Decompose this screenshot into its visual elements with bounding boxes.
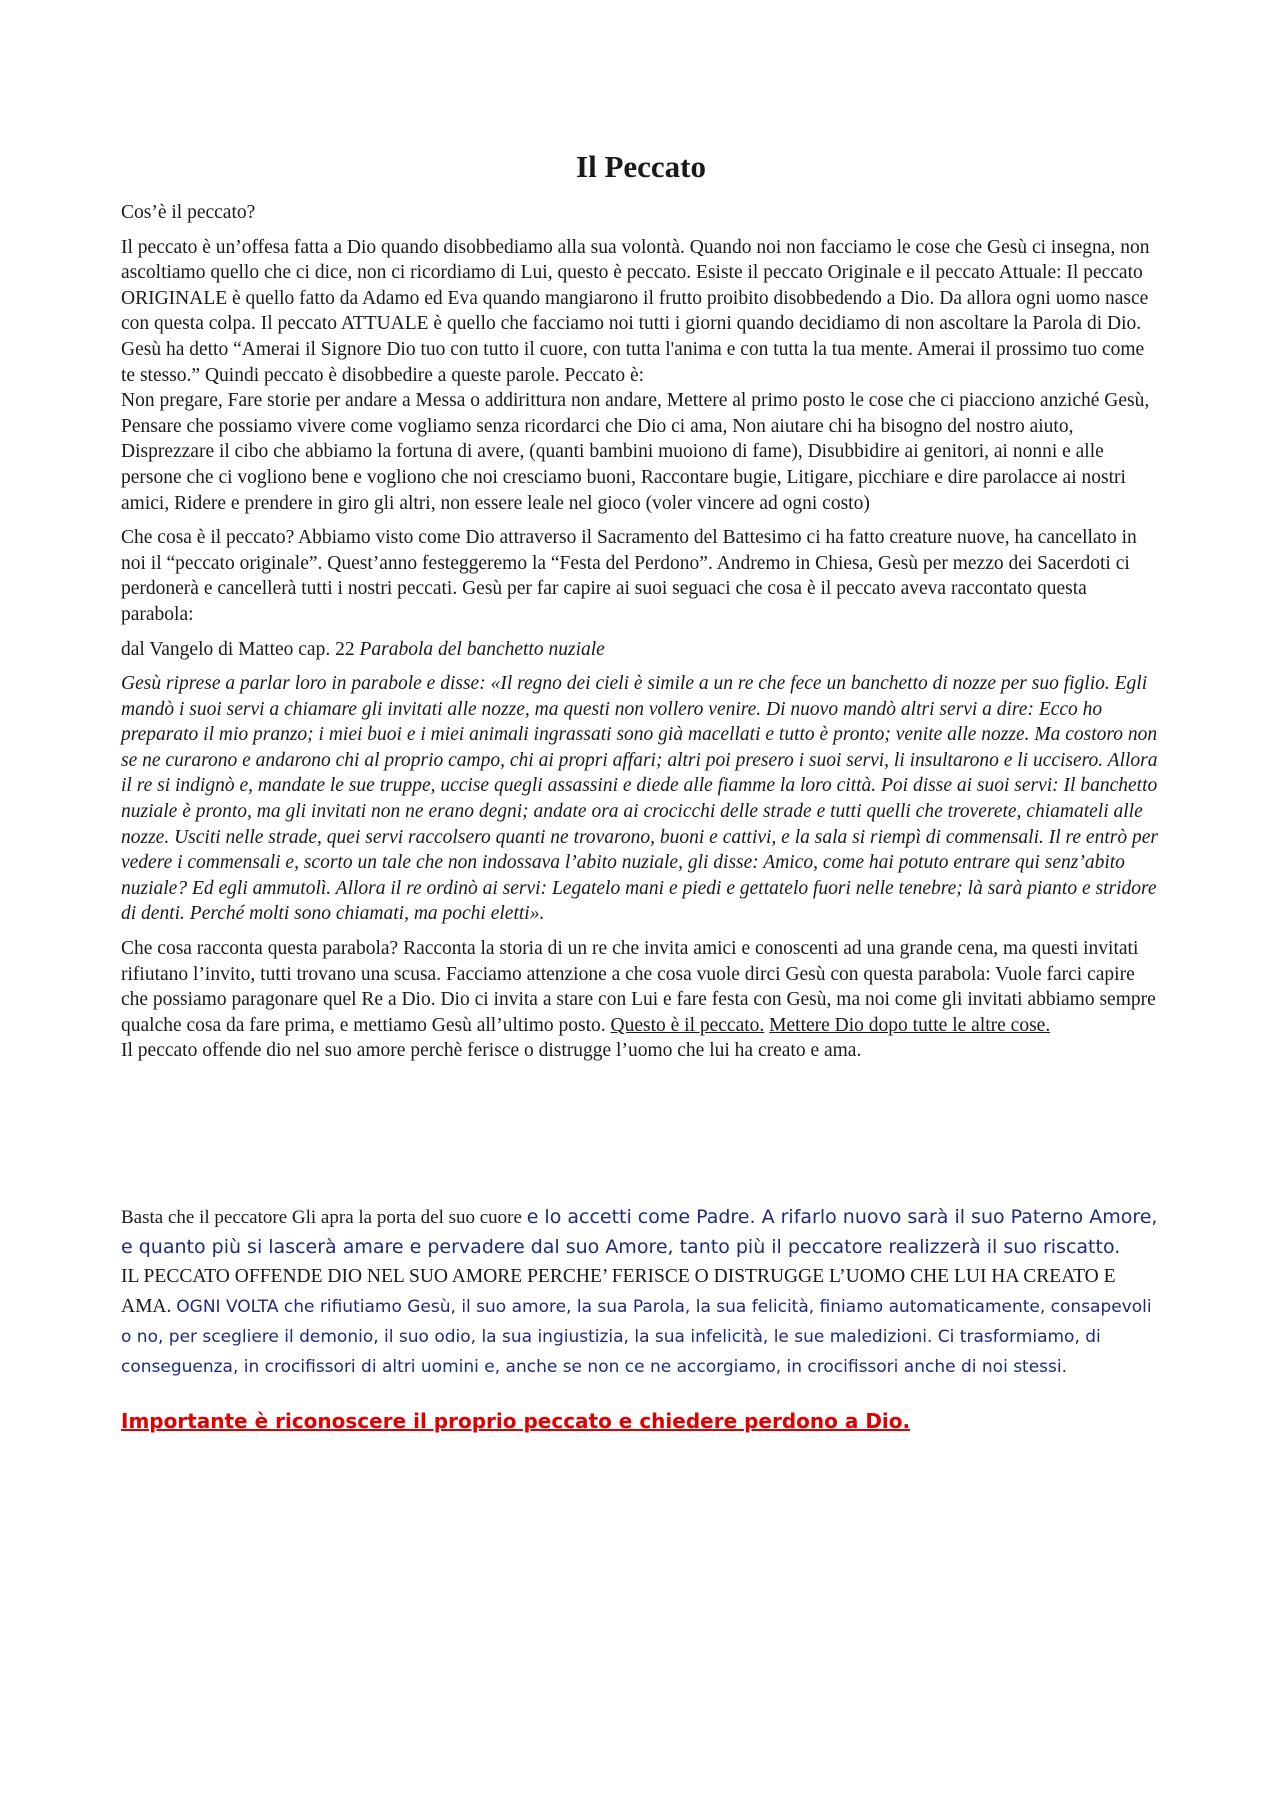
explanation-text: Che cosa racconta questa parabola? Racconta la storia di un re che invita amici e conoscenti ad una grande cena, ma questi invitati rifiutano l’invito, tutti trovano una scusa. Facciamo attenzione a che cosa vuole dirci Gesù con questa parabola: Vuole farci capire che possiamo paragonare quel Re a Dio. Dio ci invita a stare con Lui e fare festa con Gesù, ma noi come gli invitati abbiamo sempre qualche cosa da fare prima, e mettiamo Gesù all’ultimo posto. — [121, 938, 1156, 1036]
paragraph-explanation — [121, 936, 1161, 1064]
important-statement: Importante è riconoscere il proprio peccato e chiedere perdono a Dio. — [121, 1408, 911, 1433]
blank-space — [121, 1073, 1161, 1203]
underlined-this-is-sin: Questo è il peccato. — [610, 1014, 765, 1036]
paragraph-basta — [121, 1203, 1161, 1262]
underlined-god-last: Mettere Dio dopo tutte le altre cose. — [769, 1014, 1051, 1036]
paragraph-definition — [121, 235, 1161, 517]
paragraph-caps — [121, 1262, 1161, 1382]
page-title: Il Peccato — [576, 149, 706, 184]
basta-sans-text: e lo accetti come Padre. A rifarlo nuovo sarà il suo Paterno Amore, e quanto più si lascerà amare e pervadere dal suo Amore, tanto più il peccatore realizzerà il suo riscatto. — [121, 1206, 1158, 1258]
gospel-reference — [121, 637, 1161, 663]
gospel-parable-title: Parabola del banchetto nuziale — [359, 638, 605, 660]
document-page — [121, 148, 1161, 1443]
parable-text: Gesù riprese a parlar loro in parabole e disse: «Il regno dei cieli è simile a un re che fece un banchetto di nozze per suo figlio. Egli mandò i suoi servi a chiamare gli invitati alle nozze, ma questi non vollero venire. Di nuovo mandò altri servi a dire: Ecco ho preparato il mio pranzo; i miei buoi e i miei animali ingrassati sono già macellati e tutto è pronto; venite alle nozze. Ma costoro non se ne curarono e andarono chi al proprio campo, chi ai propri affari; altri poi presero i suoi servi, li insultarono e li uccisero. Allora il re si indignò e, mandate le sue truppe, uccise quegli assassini e diede alle fiamme la loro città. Poi disse ai suoi servi: Il banchetto nuziale è pronto, ma gli invitati non ne erano degni; andate ora ai crocicchi delle strade e tutti quelli che troverete, chiamateli alle nozze. Usciti nelle strade, quei servi raccolsero quanti ne trovarono, buoni e cattivi, e la sala si riempì di commensali. Il re entrò per vedere i commensali e, scorto un tale che non indossava l’abito nuziale, gli disse: Amico, come hai potuto entrare qui senz’abito nuziale? Ed egli ammutolì. Allora il re ordinò ai servi: Legatelo mani e piedi e gettatelo fuori nelle tenebre; là sarà pianto e stridore di denti. Perché molti sono chiamati, ma pochi eletti». — [121, 673, 1158, 925]
definition-text: Il peccato è un’offesa fatta a Dio quando disobbediamo alla sua volontà. Quando noi non facciamo le cose che Gesù ci insegna, non ascoltiamo quello che ci dice, non ci ricordiamo di Lui, questo è peccato. Esiste il peccato Originale e il peccato Attuale: Il peccato ORIGINALE è quello fatto da Adamo ed Eva quando mangiarono il frutto proibito disobbedendo a Dio. Da allora ogni uomo nasce con questa colpa. Il peccato ATTUALE è quello che facciamo noi tutti i giorni quando decidiamo di non ascoltare la Parola di Dio. Gesù ha detto “Amerai il Signore Dio tuo con tutto il cuore, con tutta l'anima e con tutta la tua mente. Amerai il prossimo tuo come te stesso.” Quindi peccato è disobbedire a queste parole. Peccato è: — [121, 236, 1150, 386]
caps-statement: IL PECCATO OFFENDE DIO NEL SUO AMORE PERCHE’ FERISCE O DISTRUGGE L’UOMO CHE LUI HA CREATO E AMA. — [121, 1266, 1116, 1317]
explanation-closing: Il peccato offende dio nel suo amore perchè ferisce o distrugge l’uomo che lui ha creato e ama. — [121, 1040, 862, 1062]
ogni-volta-text: OGNI VOLTA che rifiutiamo Gesù, il suo amore, la sua Parola, la sua felicità, finiamo automaticamente, consapevoli o no, per scegliere il demonio, il suo odio, la sua ingiustizia, la sua infelicità, le sue maledizioni. Ci trasformiamo, di conseguenza, in crocifissori di altri uomini e, anche se non ce ne accorgiamo, in crocifissori anche di noi stessi. — [121, 1296, 1152, 1377]
paragraph-baptism: Che cosa è il peccato? Abbiamo visto come Dio attraverso il Sacramento del Battesimo ci ha fatto creature nuove, ha cancellato in noi il “peccato originale”. Quest’anno festeggeremo la “Festa del Perdono”. Andremo in Chiesa, Gesù per mezzo dei Sacerdoti ci perdonerà e cancellerà tutti i nostri peccati. Gesù per far capire ai suoi seguaci che cosa è il peccato aveva raccontato questa parabola: — [121, 527, 1137, 625]
gospel-source: dal Vangelo di Matteo cap. 22 — [121, 638, 355, 660]
basta-serif-text: Basta che il peccatore Gli apra la porta del suo cuore — [121, 1207, 522, 1228]
sin-list-text: Non pregare, Fare storie per andare a Messa o addirittura non andare, Mettere al primo posto le cose che ci piacciono anziché Gesù, Pensare che possiamo vivere come vogliamo senza ricordarci che Dio ci ama, Non aiutare chi ha bisogno del nostro aiuto, Disprezzare il cibo che abbiamo la fortuna di avere, (quanti bambini muoiono di fame), Disubbidire ai genitori, ai nonni e alle persone che ci vogliono bene e vogliono che noi cresciamo buoni, Raccontare bugie, Litigare, picchiare e dire parolacce ai nostri amici, Ridere e prendere in giro gli altri, non essere leale nel gioco (voler vincere ad ogni costo) — [121, 390, 1150, 514]
intro-question: Cos’è il peccato? — [121, 202, 256, 223]
